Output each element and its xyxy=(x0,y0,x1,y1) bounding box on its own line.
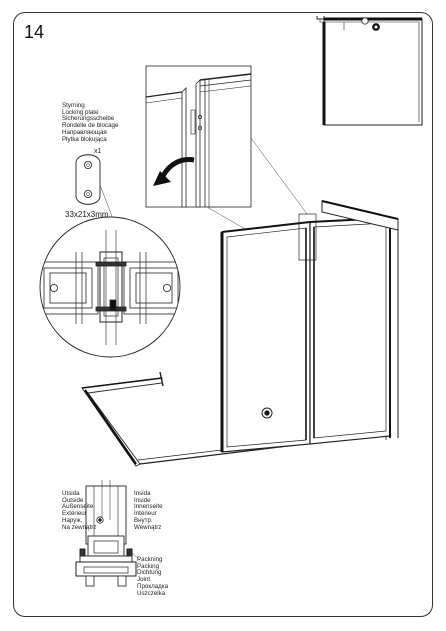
step-number: 14 xyxy=(24,22,45,42)
outside-label: Na zewnątrz xyxy=(62,523,97,531)
inside-labels xyxy=(134,491,163,531)
packing-label: Joint xyxy=(137,576,151,584)
outside-label: Extérieur xyxy=(62,510,87,518)
packing-label: Packing xyxy=(137,562,160,570)
packing-labels xyxy=(137,557,168,597)
inside-label: Inside xyxy=(134,496,151,504)
packing-label: Packning xyxy=(137,556,163,563)
plate-label: Sicherungsscheibe xyxy=(62,115,115,123)
outside-label: Outside xyxy=(62,496,84,504)
plate-dimensions: 33x21x3mm xyxy=(65,210,109,219)
inside-label: Wewnątrz xyxy=(134,523,162,531)
inside-label: Intérieur xyxy=(134,510,157,518)
plate-quantity: x1 xyxy=(94,148,102,155)
plate-label: Rondelle de blocage xyxy=(62,122,119,130)
locking-plate-labels xyxy=(62,103,118,143)
outside-labels xyxy=(62,491,96,531)
plate-label: Płytka blokująca xyxy=(62,135,107,143)
zoom-detail-window xyxy=(146,66,251,207)
outside-label: Außenseite xyxy=(62,503,94,511)
locking-plate-drawing xyxy=(76,155,100,205)
overview-plan xyxy=(317,16,422,125)
inside-label: Insida xyxy=(134,490,151,497)
section-detail-circle xyxy=(38,217,184,357)
outside-label: Наруж. xyxy=(62,516,83,524)
inside-label: Innenseite xyxy=(134,503,163,511)
packing-label: Прокладка xyxy=(137,582,169,590)
plate-label: Styrning xyxy=(62,102,85,109)
packing-label: Dichtung xyxy=(137,569,162,577)
plate-label: Locking plate xyxy=(62,108,99,116)
plate-label: Направляющая xyxy=(62,128,107,136)
packing-label: Uszczelka xyxy=(137,589,166,597)
inside-label: Внутр. xyxy=(134,516,153,524)
outside-label: Utsida xyxy=(62,490,80,497)
